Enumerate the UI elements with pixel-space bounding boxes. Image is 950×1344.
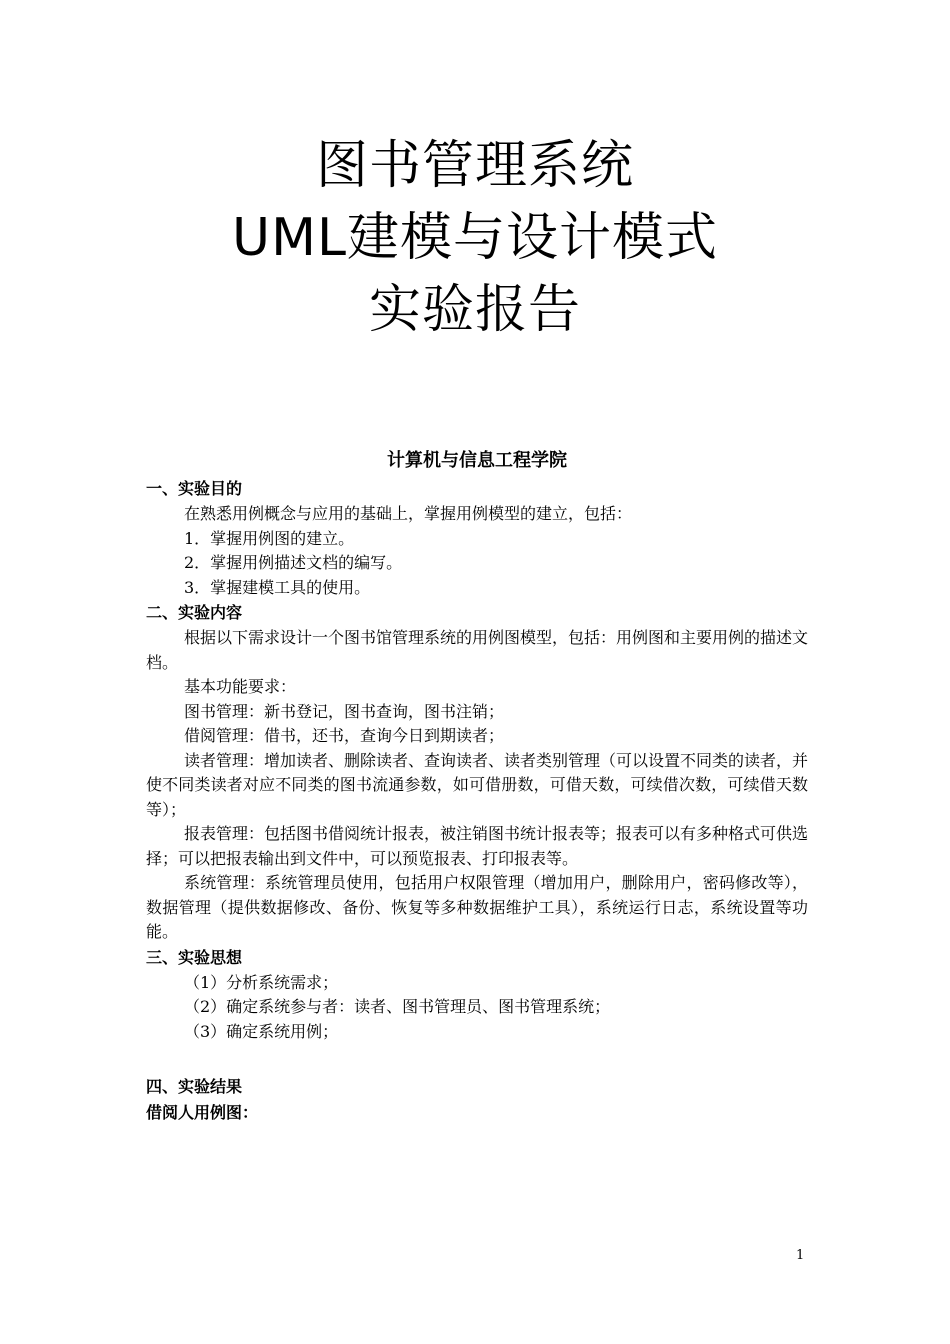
content-paragraph: 借阅管理：借书，还书，查询今日到期读者； — [184, 726, 505, 745]
content-paragraph: 系统管理：系统管理员使用，包括用户权限管理（增加用户，删除用户，密码修改等），数据管理（提供数据修改、备份、恢复等多种数据维护工具），系统运行日志，系统设置等功能。 — [146, 873, 808, 941]
title-line-1: 图书管理系统 — [315, 136, 634, 196]
section-heading-result: 四、实验结果 — [146, 1077, 243, 1096]
section-heading-objective: 一、实验目的 — [146, 479, 243, 498]
objective-item: 3．掌握建模工具的使用。 — [184, 577, 371, 597]
idea-item: （2）确定系统参与者：读者、图书管理员、图书管理系统； — [184, 997, 611, 1016]
section-heading-content: 二、实验内容 — [146, 603, 243, 622]
objective-item: 2．掌握用例描述文档的编写。 — [184, 553, 403, 572]
title-line-3: 实验报告 — [368, 280, 581, 340]
content-paragraph: 读者管理：增加读者、删除读者、查询读者、读者类别管理（可以设置不同类的读者，并使不同类读者对应不同类的图书流通参数，如可借册数，可借天数，可续借次数，可续借天数等）； — [146, 750, 809, 819]
page-number: 1 — [796, 1248, 805, 1263]
content-paragraph: 基本功能要求： — [184, 677, 297, 696]
section-heading-idea: 三、实验思想 — [146, 947, 243, 967]
result-subheading: 借阅人用例图： — [146, 1103, 259, 1122]
content-paragraph: 报表管理：包括图书借阅统计报表，被注销图书统计报表等；报表可以有多种格式可供选择；可以把报表输出到文件中，可以预览报表、打印报表等。 — [146, 824, 809, 868]
content-paragraph: 根据以下需求设计一个图书馆管理系统的用例图模型，包括：用例图和主要用例的描述文档。 — [146, 628, 809, 672]
objective-intro: 在熟悉用例概念与应用的基础上，掌握用例模型的建立，包括： — [184, 504, 633, 523]
content-paragraph: 图书管理：新书登记，图书查询，图书注销； — [184, 701, 505, 721]
idea-item: （3）确定系统用例； — [184, 1021, 339, 1041]
document-title — [0, 130, 950, 346]
idea-item: （1）分析系统需求； — [184, 972, 339, 992]
college-name: 计算机与信息工程学院 — [387, 450, 567, 471]
spacer — [146, 1044, 808, 1068]
objective-item: 1．掌握用例图的建立。 — [184, 528, 355, 548]
document-body — [146, 446, 808, 1126]
title-line-2: UML建模与设计模式 — [232, 208, 718, 268]
